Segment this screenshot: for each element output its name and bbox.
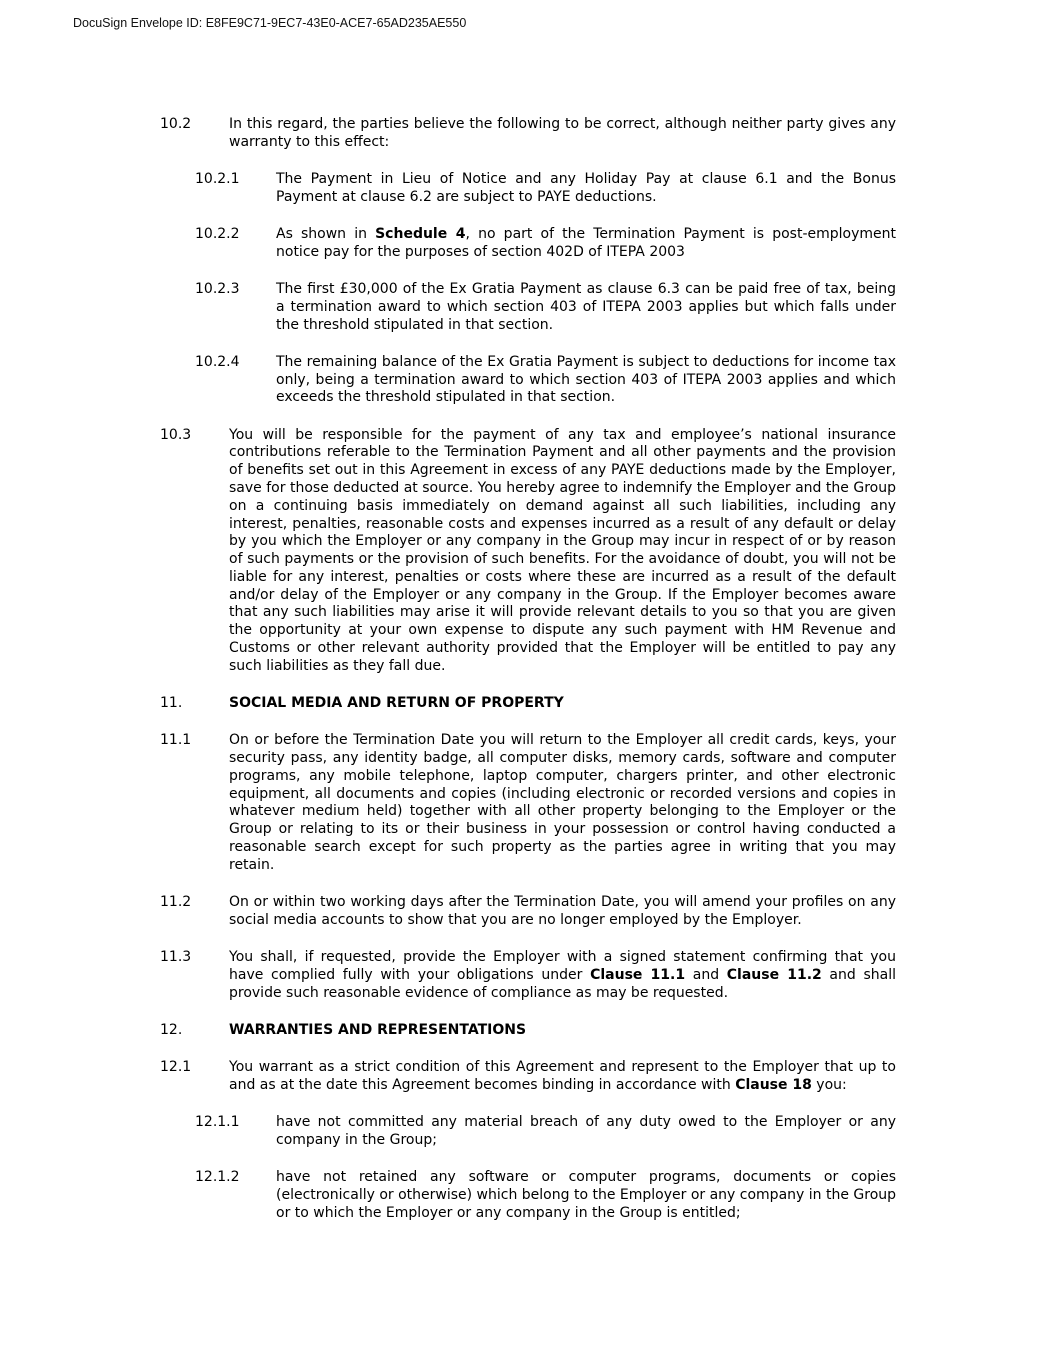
clause-text xyxy=(229,1059,896,1095)
bold-reference: Clause 11.2 xyxy=(726,966,822,983)
clause-12-1 xyxy=(160,1059,896,1095)
bold-reference: Clause 18 xyxy=(735,1076,812,1093)
envelope-id: DocuSign Envelope ID: E8FE9C71-9EC7-43E0-ACE7-65AD235AE550 xyxy=(73,16,467,30)
clause-number: 10.2.4 xyxy=(195,353,240,370)
clause-text: You will be responsible for the payment of any tax and employee’s national insurance contributions referable to the Termination Payment and all other payments and the provision of benefits set out in this Agreement in excess of any PAYE deductions made by the Employer, save for those deducted at source. You hereby agree to indemnify the Employer and the Group on a continuing basis immediately on demand against all such liabilities, including any interest, penalties, reasonable costs and expenses incurred as a result of any default or delay by you which the Employer or any company in the Group may incur in respect of or by reason of such payments or the provision of such benefits. For the avoidance of doubt, you will not be liable for any interest, penalties or costs where these are incurred as a result of the default and/or delay of the Employer or any company in the Group. If the Employer becomes aware that any such liabilities may arise it will provide relevant details to you so that you are given the opportunity at your own expense to dispute any such payment with HM Revenue and Customs or other relevant authority provided that the Employer will be entitled to pay any such liabilities as they fall due. xyxy=(229,426,896,674)
clause-number: 10.2 xyxy=(160,116,192,132)
clause-number: 11.3 xyxy=(160,949,192,965)
text-segment: You warrant as a strict condition of this Agreement and represent to the Employer that up to and as at the date this Agreement becomes binding in accordance with xyxy=(229,1058,896,1093)
text-segment: you: xyxy=(811,1076,847,1093)
bold-reference: Clause 11.1 xyxy=(590,966,686,983)
section-heading-11 xyxy=(160,695,896,713)
document-body xyxy=(160,116,896,1242)
clause-10-2-1 xyxy=(160,171,896,207)
clause-11-1 xyxy=(160,732,896,874)
clause-number: 10.3 xyxy=(160,426,192,443)
clause-text: On or within two working days after the Termination Date, you will amend your profiles on any social media accounts to show that you are no longer employed by the Employer. xyxy=(229,894,896,928)
section-title: WARRANTIES AND REPRESENTATIONS xyxy=(229,1021,527,1038)
clause-10-2-3 xyxy=(160,281,896,334)
clause-11-3 xyxy=(160,949,896,1002)
bold-reference: Schedule 4 xyxy=(375,225,466,242)
clause-number: 12.1.1 xyxy=(195,1113,240,1130)
clause-number: 12.1 xyxy=(160,1058,192,1075)
clause-number: 12.1.2 xyxy=(195,1168,240,1185)
clause-text: On or before the Termination Date you will return to the Employer all credit cards, keys, your security pass, any identity badge, all computer disks, memory cards, software and computer programs, any mobile telephone, laptop computer, chargers printer, and other electronic equipment, all documents and copies (including electronic or recorded versions and copies in whatever medium held) together with all other property belonging to the Employer or the Group or relating to its or their business in your possession or control having conducted a reasonable search except for such property as the parties agree in writing that you may retain. xyxy=(229,732,896,873)
text-segment: As shown in xyxy=(276,225,376,242)
clause-text: The first £30,000 of the Ex Gratia Payment as clause 6.3 can be paid free of tax, being a termination award to which section 403 of ITEPA 2003 applies but which falls under the threshold stipulated in that section. xyxy=(276,280,896,333)
clause-text: The remaining balance of the Ex Gratia Payment is subject to deductions for income tax only, being a termination award to which section 403 of ITEPA 2003 applies and which exceeds the threshold stipulated in that section. xyxy=(276,353,896,406)
clause-number: 10.2.2 xyxy=(195,225,240,242)
clause-12-1-2 xyxy=(160,1169,896,1222)
clause-text: In this regard, the parties believe the following to be correct, although neither party gives any warranty to this effect: xyxy=(229,116,896,150)
clause-number: 11.1 xyxy=(160,732,192,749)
clause-11-2 xyxy=(160,894,896,930)
clause-number: 11.2 xyxy=(160,894,192,911)
section-number: 11. xyxy=(160,695,183,712)
clause-text: have not retained any software or computer programs, documents or copies (electronically or otherwise) which belong to the Employer or any company in the Group or to which the Employer or any company in the Group is entitled; xyxy=(276,1168,897,1221)
text-segment: and shall provide such reasonable evidence of compliance as may be requested. xyxy=(229,966,896,1001)
clause-text xyxy=(276,226,896,262)
text-segment: and xyxy=(685,966,727,983)
clause-10-3 xyxy=(160,427,896,676)
section-title: SOCIAL MEDIA AND RETURN OF PROPERTY xyxy=(229,695,564,712)
text-segment: You shall, if requested, provide the Employer with a signed statement confirming that you have complied fully with your obligations under xyxy=(229,949,896,983)
text-segment: , no part of the Termination Payment is post-employment notice pay for the purposes of section 402D of ITEPA 2003 xyxy=(276,225,896,260)
clause-number: 10.2.1 xyxy=(195,170,240,187)
clause-text: The Payment in Lieu of Notice and any Holiday Pay at clause 6.1 and the Bonus Payment at clause 6.2 are subject to PAYE deductions. xyxy=(276,170,896,205)
section-number: 12. xyxy=(160,1021,183,1038)
clause-10-2-4 xyxy=(160,354,896,407)
clause-10-2 xyxy=(160,116,896,152)
clause-text: have not committed any material breach of any duty owed to the Employer or any company in the Group; xyxy=(276,1113,896,1148)
clause-10-2-2 xyxy=(160,226,896,262)
section-heading-12 xyxy=(160,1022,896,1040)
clause-text xyxy=(229,949,896,1002)
clause-12-1-1 xyxy=(160,1114,896,1150)
clause-number: 10.2.3 xyxy=(195,280,240,297)
